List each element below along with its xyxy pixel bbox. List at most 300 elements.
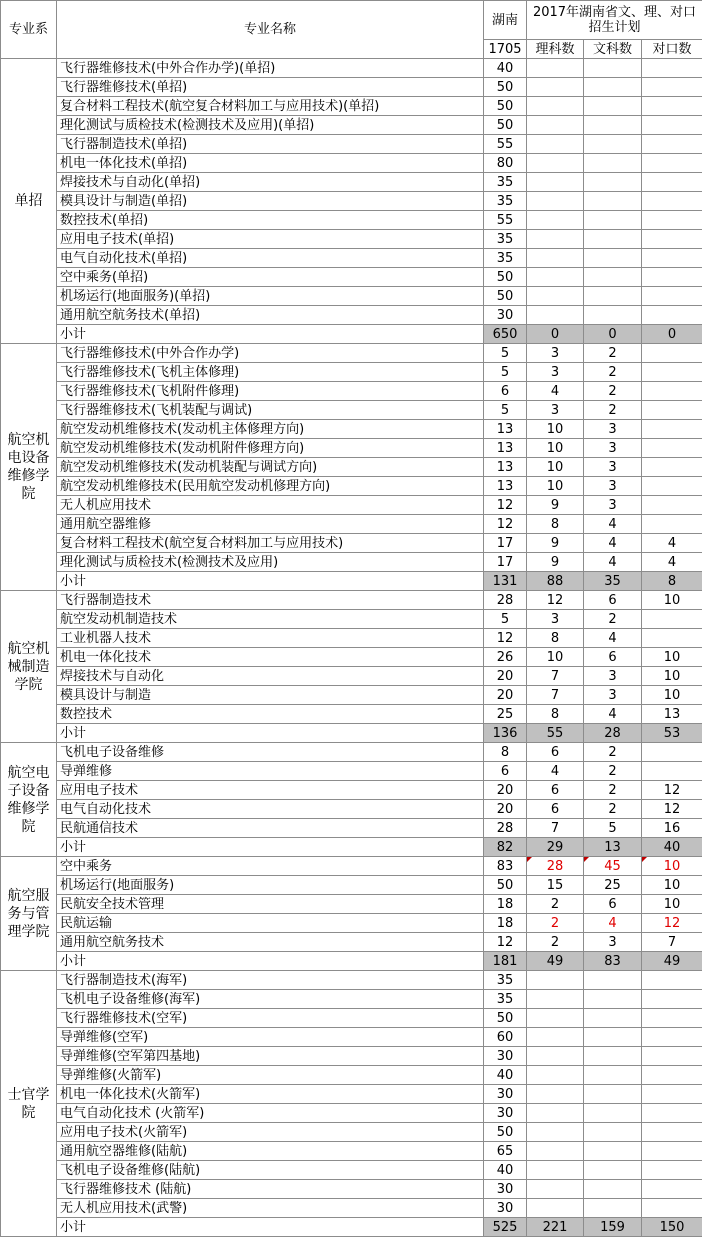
subtotal-row bbox=[1, 1218, 702, 1237]
science-count: 3 bbox=[527, 401, 584, 420]
vocational-count bbox=[642, 629, 702, 648]
science-count bbox=[527, 59, 584, 78]
hunan-count: 50 bbox=[484, 876, 527, 895]
program-name: 飞行器维修技术 (陆航) bbox=[57, 1180, 484, 1199]
arts-count bbox=[584, 1009, 642, 1028]
arts-count bbox=[584, 1180, 642, 1199]
subtotal-hunan: 82 bbox=[484, 838, 527, 857]
vocational-count bbox=[642, 78, 702, 97]
vocational-count bbox=[642, 477, 702, 496]
vocational-count bbox=[642, 382, 702, 401]
table-row bbox=[1, 439, 702, 458]
program-name: 飞行器维修技术(空军) bbox=[57, 1009, 484, 1028]
science-count: 6 bbox=[527, 781, 584, 800]
hunan-count: 30 bbox=[484, 1047, 527, 1066]
program-name: 飞行器维修技术(中外合作办学)(单招) bbox=[57, 59, 484, 78]
hunan-count: 30 bbox=[484, 1085, 527, 1104]
vocational-count: 16 bbox=[642, 819, 702, 838]
vocational-count bbox=[642, 458, 702, 477]
arts-count: 2 bbox=[584, 363, 642, 382]
hunan-count: 30 bbox=[484, 306, 527, 325]
subtotal-row bbox=[1, 325, 702, 344]
program-name: 机电一体化技术(单招) bbox=[57, 154, 484, 173]
arts-count bbox=[584, 1047, 642, 1066]
vocational-count bbox=[642, 515, 702, 534]
science-count bbox=[527, 306, 584, 325]
vocational-count bbox=[642, 971, 702, 990]
program-name: 航空发动机维修技术(发动机主体修理方向) bbox=[57, 420, 484, 439]
subtotal-label: 小计 bbox=[57, 572, 484, 591]
table-row bbox=[1, 971, 702, 990]
program-name: 焊接技术与自动化 bbox=[57, 667, 484, 686]
program-name: 航空发动机维修技术(发动机装配与调试方向) bbox=[57, 458, 484, 477]
program-name: 模具设计与制造(单招) bbox=[57, 192, 484, 211]
arts-count: 3 bbox=[584, 458, 642, 477]
arts-count: 2 bbox=[584, 344, 642, 363]
table-row bbox=[1, 1066, 702, 1085]
science-count: 7 bbox=[527, 686, 584, 705]
arts-count: 4 bbox=[584, 553, 642, 572]
vocational-count bbox=[642, 287, 702, 306]
arts-count: 2 bbox=[584, 382, 642, 401]
program-name: 理化测试与质检技术(检测技术及应用) bbox=[57, 553, 484, 572]
vocational-count bbox=[642, 439, 702, 458]
table-row bbox=[1, 610, 702, 629]
vocational-count: 10 bbox=[642, 667, 702, 686]
arts-count: 45 bbox=[584, 857, 642, 876]
program-name: 飞行器制造技术(单招) bbox=[57, 135, 484, 154]
subtotal-row bbox=[1, 724, 702, 743]
hunan-count: 20 bbox=[484, 686, 527, 705]
science-count: 10 bbox=[527, 439, 584, 458]
vocational-count bbox=[642, 59, 702, 78]
arts-count: 2 bbox=[584, 781, 642, 800]
subtotal-science: 0 bbox=[527, 325, 584, 344]
subtotal-row bbox=[1, 572, 702, 591]
table-row bbox=[1, 344, 702, 363]
program-name: 复合材料工程技术(航空复合材料加工与应用技术) bbox=[57, 534, 484, 553]
vocational-count: 10 bbox=[642, 591, 702, 610]
program-name: 机电一体化技术(火箭军) bbox=[57, 1085, 484, 1104]
science-count: 28 bbox=[527, 857, 584, 876]
vocational-count bbox=[642, 1009, 702, 1028]
program-name: 机场运行(地面服务) bbox=[57, 876, 484, 895]
subtotal-science: 88 bbox=[527, 572, 584, 591]
program-name: 数控技术 bbox=[57, 705, 484, 724]
vocational-count: 10 bbox=[642, 876, 702, 895]
table-row bbox=[1, 382, 702, 401]
hunan-count: 55 bbox=[484, 211, 527, 230]
table-row bbox=[1, 705, 702, 724]
subtotal-label: 小计 bbox=[57, 838, 484, 857]
table-row bbox=[1, 211, 702, 230]
subtotal-science: 221 bbox=[527, 1218, 584, 1237]
vocational-count bbox=[642, 1199, 702, 1218]
dept-cell: 士官学院 bbox=[1, 971, 57, 1237]
arts-count bbox=[584, 135, 642, 154]
program-name: 通用航空器维修(陆航) bbox=[57, 1142, 484, 1161]
arts-count bbox=[584, 97, 642, 116]
program-name: 航空发动机制造技术 bbox=[57, 610, 484, 629]
arts-count bbox=[584, 1028, 642, 1047]
vocational-count: 10 bbox=[642, 895, 702, 914]
hunan-count: 12 bbox=[484, 933, 527, 952]
table-row bbox=[1, 173, 702, 192]
program-name: 飞行器维修技术(单招) bbox=[57, 78, 484, 97]
dept-header: 专业系 bbox=[1, 1, 57, 59]
program-name: 导弹维修(空军第四基地) bbox=[57, 1047, 484, 1066]
vocational-count: 12 bbox=[642, 914, 702, 933]
subtotal-science: 55 bbox=[527, 724, 584, 743]
program-name: 机电一体化技术 bbox=[57, 648, 484, 667]
science-count: 9 bbox=[527, 496, 584, 515]
vocational-count bbox=[642, 173, 702, 192]
table-row bbox=[1, 287, 702, 306]
vocational-count bbox=[642, 1047, 702, 1066]
table-row bbox=[1, 762, 702, 781]
science-count bbox=[527, 287, 584, 306]
science-count: 15 bbox=[527, 876, 584, 895]
hunan-count: 12 bbox=[484, 496, 527, 515]
hunan-count: 8 bbox=[484, 743, 527, 762]
science-count bbox=[527, 1180, 584, 1199]
science-count bbox=[527, 1009, 584, 1028]
subtotal-vocational: 53 bbox=[642, 724, 702, 743]
arts-count: 2 bbox=[584, 762, 642, 781]
arts-count bbox=[584, 1066, 642, 1085]
arts-count bbox=[584, 971, 642, 990]
vocational-count bbox=[642, 363, 702, 382]
science-count bbox=[527, 1085, 584, 1104]
vocational-count: 12 bbox=[642, 800, 702, 819]
science-count bbox=[527, 268, 584, 287]
table-row bbox=[1, 401, 702, 420]
hunan-count: 13 bbox=[484, 439, 527, 458]
table-row bbox=[1, 59, 702, 78]
vocational-count bbox=[642, 230, 702, 249]
subtotal-hunan: 181 bbox=[484, 952, 527, 971]
arts-count: 3 bbox=[584, 477, 642, 496]
table-row bbox=[1, 1142, 702, 1161]
program-name: 民航安全技术管理 bbox=[57, 895, 484, 914]
program-name: 工业机器人技术 bbox=[57, 629, 484, 648]
hunan-count: 50 bbox=[484, 268, 527, 287]
program-name: 飞行器制造技术(海军) bbox=[57, 971, 484, 990]
program-name: 导弹维修(火箭军) bbox=[57, 1066, 484, 1085]
program-name: 机场运行(地面服务)(单招) bbox=[57, 287, 484, 306]
subtotal-science: 29 bbox=[527, 838, 584, 857]
hunan-count: 18 bbox=[484, 914, 527, 933]
science-count: 12 bbox=[527, 591, 584, 610]
vocational-count bbox=[642, 306, 702, 325]
table-row bbox=[1, 686, 702, 705]
arts-count: 3 bbox=[584, 686, 642, 705]
table-row bbox=[1, 781, 702, 800]
subtotal-row bbox=[1, 838, 702, 857]
vocational-count bbox=[642, 116, 702, 135]
arts-count bbox=[584, 116, 642, 135]
table-row bbox=[1, 648, 702, 667]
table-row bbox=[1, 1085, 702, 1104]
subtotal-hunan: 650 bbox=[484, 325, 527, 344]
hunan-count: 35 bbox=[484, 192, 527, 211]
vocational-count: 4 bbox=[642, 553, 702, 572]
vocational-count bbox=[642, 97, 702, 116]
subtotal-hunan: 525 bbox=[484, 1218, 527, 1237]
arts-header: 文科数 bbox=[584, 40, 642, 59]
hunan-count: 12 bbox=[484, 515, 527, 534]
science-count bbox=[527, 1066, 584, 1085]
subtotal-science: 49 bbox=[527, 952, 584, 971]
science-count bbox=[527, 1161, 584, 1180]
arts-count bbox=[584, 306, 642, 325]
hunan-count: 50 bbox=[484, 97, 527, 116]
science-count bbox=[527, 116, 584, 135]
table-row bbox=[1, 800, 702, 819]
vocational-count: 10 bbox=[642, 686, 702, 705]
arts-count: 6 bbox=[584, 591, 642, 610]
program-name: 理化测试与质检技术(检测技术及应用)(单招) bbox=[57, 116, 484, 135]
hunan-count: 35 bbox=[484, 971, 527, 990]
science-count bbox=[527, 249, 584, 268]
science-count: 7 bbox=[527, 667, 584, 686]
vocational-count bbox=[642, 496, 702, 515]
vocational-count bbox=[642, 1085, 702, 1104]
hunan-count: 50 bbox=[484, 78, 527, 97]
voc-header: 对口数 bbox=[642, 40, 702, 59]
program-name: 空中乘务(单招) bbox=[57, 268, 484, 287]
program-name: 飞行器维修技术(中外合作办学) bbox=[57, 344, 484, 363]
hunan-count: 30 bbox=[484, 1180, 527, 1199]
subtotal-row bbox=[1, 952, 702, 971]
table-row bbox=[1, 1047, 702, 1066]
table-row bbox=[1, 477, 702, 496]
subtotal-label: 小计 bbox=[57, 325, 484, 344]
subtotal-hunan: 136 bbox=[484, 724, 527, 743]
table-row bbox=[1, 116, 702, 135]
program-name: 飞行器维修技术(飞机装配与调试) bbox=[57, 401, 484, 420]
arts-count: 3 bbox=[584, 933, 642, 952]
subtotal-label: 小计 bbox=[57, 952, 484, 971]
subtotal-arts: 159 bbox=[584, 1218, 642, 1237]
arts-count: 4 bbox=[584, 515, 642, 534]
hunan-count: 55 bbox=[484, 135, 527, 154]
subtotal-vocational: 8 bbox=[642, 572, 702, 591]
arts-count: 2 bbox=[584, 743, 642, 762]
arts-count bbox=[584, 1104, 642, 1123]
vocational-count bbox=[642, 990, 702, 1009]
table-row bbox=[1, 876, 702, 895]
vocational-count bbox=[642, 420, 702, 439]
science-count: 3 bbox=[527, 610, 584, 629]
table-row bbox=[1, 819, 702, 838]
science-count: 3 bbox=[527, 363, 584, 382]
table-row bbox=[1, 857, 702, 876]
plan-title: 2017年湖南省文、理、对口招生计划 bbox=[527, 1, 702, 40]
arts-count bbox=[584, 1161, 642, 1180]
hunan-count: 20 bbox=[484, 781, 527, 800]
program-name: 民航运输 bbox=[57, 914, 484, 933]
hunan-count: 17 bbox=[484, 553, 527, 572]
table-row bbox=[1, 534, 702, 553]
program-name: 导弹维修(空军) bbox=[57, 1028, 484, 1047]
program-name: 导弹维修 bbox=[57, 762, 484, 781]
table-row bbox=[1, 249, 702, 268]
table-row bbox=[1, 496, 702, 515]
program-name: 电气自动化技术 (火箭军) bbox=[57, 1104, 484, 1123]
science-count bbox=[527, 135, 584, 154]
table-row bbox=[1, 743, 702, 762]
subtotal-vocational: 0 bbox=[642, 325, 702, 344]
science-count: 9 bbox=[527, 553, 584, 572]
program-name: 通用航空航务技术(单招) bbox=[57, 306, 484, 325]
program-name: 空中乘务 bbox=[57, 857, 484, 876]
hunan-header: 湖南 bbox=[484, 1, 527, 40]
header-row-1 bbox=[1, 1, 702, 40]
subtotal-arts: 35 bbox=[584, 572, 642, 591]
arts-count bbox=[584, 59, 642, 78]
hunan-count: 40 bbox=[484, 1066, 527, 1085]
table-row bbox=[1, 154, 702, 173]
science-count bbox=[527, 230, 584, 249]
science-count: 6 bbox=[527, 800, 584, 819]
hunan-count: 5 bbox=[484, 610, 527, 629]
arts-count bbox=[584, 211, 642, 230]
program-name: 航空发动机维修技术(发动机附件修理方向) bbox=[57, 439, 484, 458]
vocational-count bbox=[642, 192, 702, 211]
program-name: 模具设计与制造 bbox=[57, 686, 484, 705]
program-name: 应用电子技术(单招) bbox=[57, 230, 484, 249]
program-name: 无人机应用技术(武警) bbox=[57, 1199, 484, 1218]
program-name: 飞行器维修技术(飞机附件修理) bbox=[57, 382, 484, 401]
program-name: 飞行器维修技术(飞机主体修理) bbox=[57, 363, 484, 382]
arts-count: 6 bbox=[584, 648, 642, 667]
science-count bbox=[527, 1123, 584, 1142]
hunan-count: 60 bbox=[484, 1028, 527, 1047]
hunan-count: 13 bbox=[484, 477, 527, 496]
hunan-count: 35 bbox=[484, 249, 527, 268]
vocational-count bbox=[642, 154, 702, 173]
subtotal-arts: 0 bbox=[584, 325, 642, 344]
arts-count: 25 bbox=[584, 876, 642, 895]
table-row bbox=[1, 1123, 702, 1142]
vocational-count: 10 bbox=[642, 857, 702, 876]
program-name: 通用航空器维修 bbox=[57, 515, 484, 534]
table-row bbox=[1, 268, 702, 287]
table-row bbox=[1, 306, 702, 325]
vocational-count bbox=[642, 211, 702, 230]
hunan-count: 50 bbox=[484, 1009, 527, 1028]
science-count: 2 bbox=[527, 914, 584, 933]
arts-count bbox=[584, 173, 642, 192]
hunan-count: 83 bbox=[484, 857, 527, 876]
science-count bbox=[527, 154, 584, 173]
arts-count bbox=[584, 990, 642, 1009]
table-row bbox=[1, 363, 702, 382]
table-row bbox=[1, 629, 702, 648]
science-count bbox=[527, 1199, 584, 1218]
arts-count: 4 bbox=[584, 705, 642, 724]
hunan-count: 40 bbox=[484, 1161, 527, 1180]
program-name: 民航通信技术 bbox=[57, 819, 484, 838]
hunan-count: 50 bbox=[484, 1123, 527, 1142]
program-name: 复合材料工程技术(航空复合材料加工与应用技术)(单招) bbox=[57, 97, 484, 116]
science-count: 2 bbox=[527, 933, 584, 952]
arts-count bbox=[584, 287, 642, 306]
arts-count bbox=[584, 192, 642, 211]
program-name: 飞机电子设备维修 bbox=[57, 743, 484, 762]
hunan-count: 40 bbox=[484, 59, 527, 78]
table-row bbox=[1, 895, 702, 914]
arts-count: 5 bbox=[584, 819, 642, 838]
arts-count: 2 bbox=[584, 610, 642, 629]
vocational-count bbox=[642, 762, 702, 781]
science-count bbox=[527, 97, 584, 116]
science-count bbox=[527, 971, 584, 990]
hunan-count: 65 bbox=[484, 1142, 527, 1161]
hunan-count: 35 bbox=[484, 173, 527, 192]
sci-header: 理科数 bbox=[527, 40, 584, 59]
vocational-count bbox=[642, 743, 702, 762]
program-name: 应用电子技术(火箭军) bbox=[57, 1123, 484, 1142]
vocational-count bbox=[642, 344, 702, 363]
dept-cell: 航空机械制造学院 bbox=[1, 591, 57, 743]
arts-count bbox=[584, 1199, 642, 1218]
subtotal-label: 小计 bbox=[57, 724, 484, 743]
program-name: 数控技术(单招) bbox=[57, 211, 484, 230]
table-row bbox=[1, 1180, 702, 1199]
table-row bbox=[1, 192, 702, 211]
science-count: 10 bbox=[527, 648, 584, 667]
dept-cell: 航空服务与管理学院 bbox=[1, 857, 57, 971]
subtotal-arts: 28 bbox=[584, 724, 642, 743]
hunan-count: 5 bbox=[484, 344, 527, 363]
science-count bbox=[527, 78, 584, 97]
hunan-count: 20 bbox=[484, 667, 527, 686]
hunan-count: 30 bbox=[484, 1104, 527, 1123]
dept-cell: 航空机电设备维修学院 bbox=[1, 344, 57, 591]
hunan-count: 35 bbox=[484, 230, 527, 249]
subtotal-vocational: 150 bbox=[642, 1218, 702, 1237]
subtotal-label: 小计 bbox=[57, 1218, 484, 1237]
hunan-count: 50 bbox=[484, 287, 527, 306]
vocational-count: 10 bbox=[642, 648, 702, 667]
program-name: 应用电子技术 bbox=[57, 781, 484, 800]
arts-count: 4 bbox=[584, 629, 642, 648]
science-count: 9 bbox=[527, 534, 584, 553]
program-name: 飞机电子设备维修(海军) bbox=[57, 990, 484, 1009]
table-row bbox=[1, 1028, 702, 1047]
science-count: 3 bbox=[527, 344, 584, 363]
table-row bbox=[1, 914, 702, 933]
arts-count bbox=[584, 1123, 642, 1142]
program-name: 飞行器制造技术 bbox=[57, 591, 484, 610]
table-row bbox=[1, 1161, 702, 1180]
vocational-count bbox=[642, 401, 702, 420]
arts-count: 3 bbox=[584, 496, 642, 515]
hunan-count: 12 bbox=[484, 629, 527, 648]
subtotal-vocational: 49 bbox=[642, 952, 702, 971]
hunan-count: 20 bbox=[484, 800, 527, 819]
science-count: 8 bbox=[527, 705, 584, 724]
hunan-count: 80 bbox=[484, 154, 527, 173]
program-name: 通用航空航务技术 bbox=[57, 933, 484, 952]
science-count bbox=[527, 1047, 584, 1066]
vocational-count: 7 bbox=[642, 933, 702, 952]
subtotal-vocational: 40 bbox=[642, 838, 702, 857]
hunan-count: 26 bbox=[484, 648, 527, 667]
hunan-count: 6 bbox=[484, 382, 527, 401]
